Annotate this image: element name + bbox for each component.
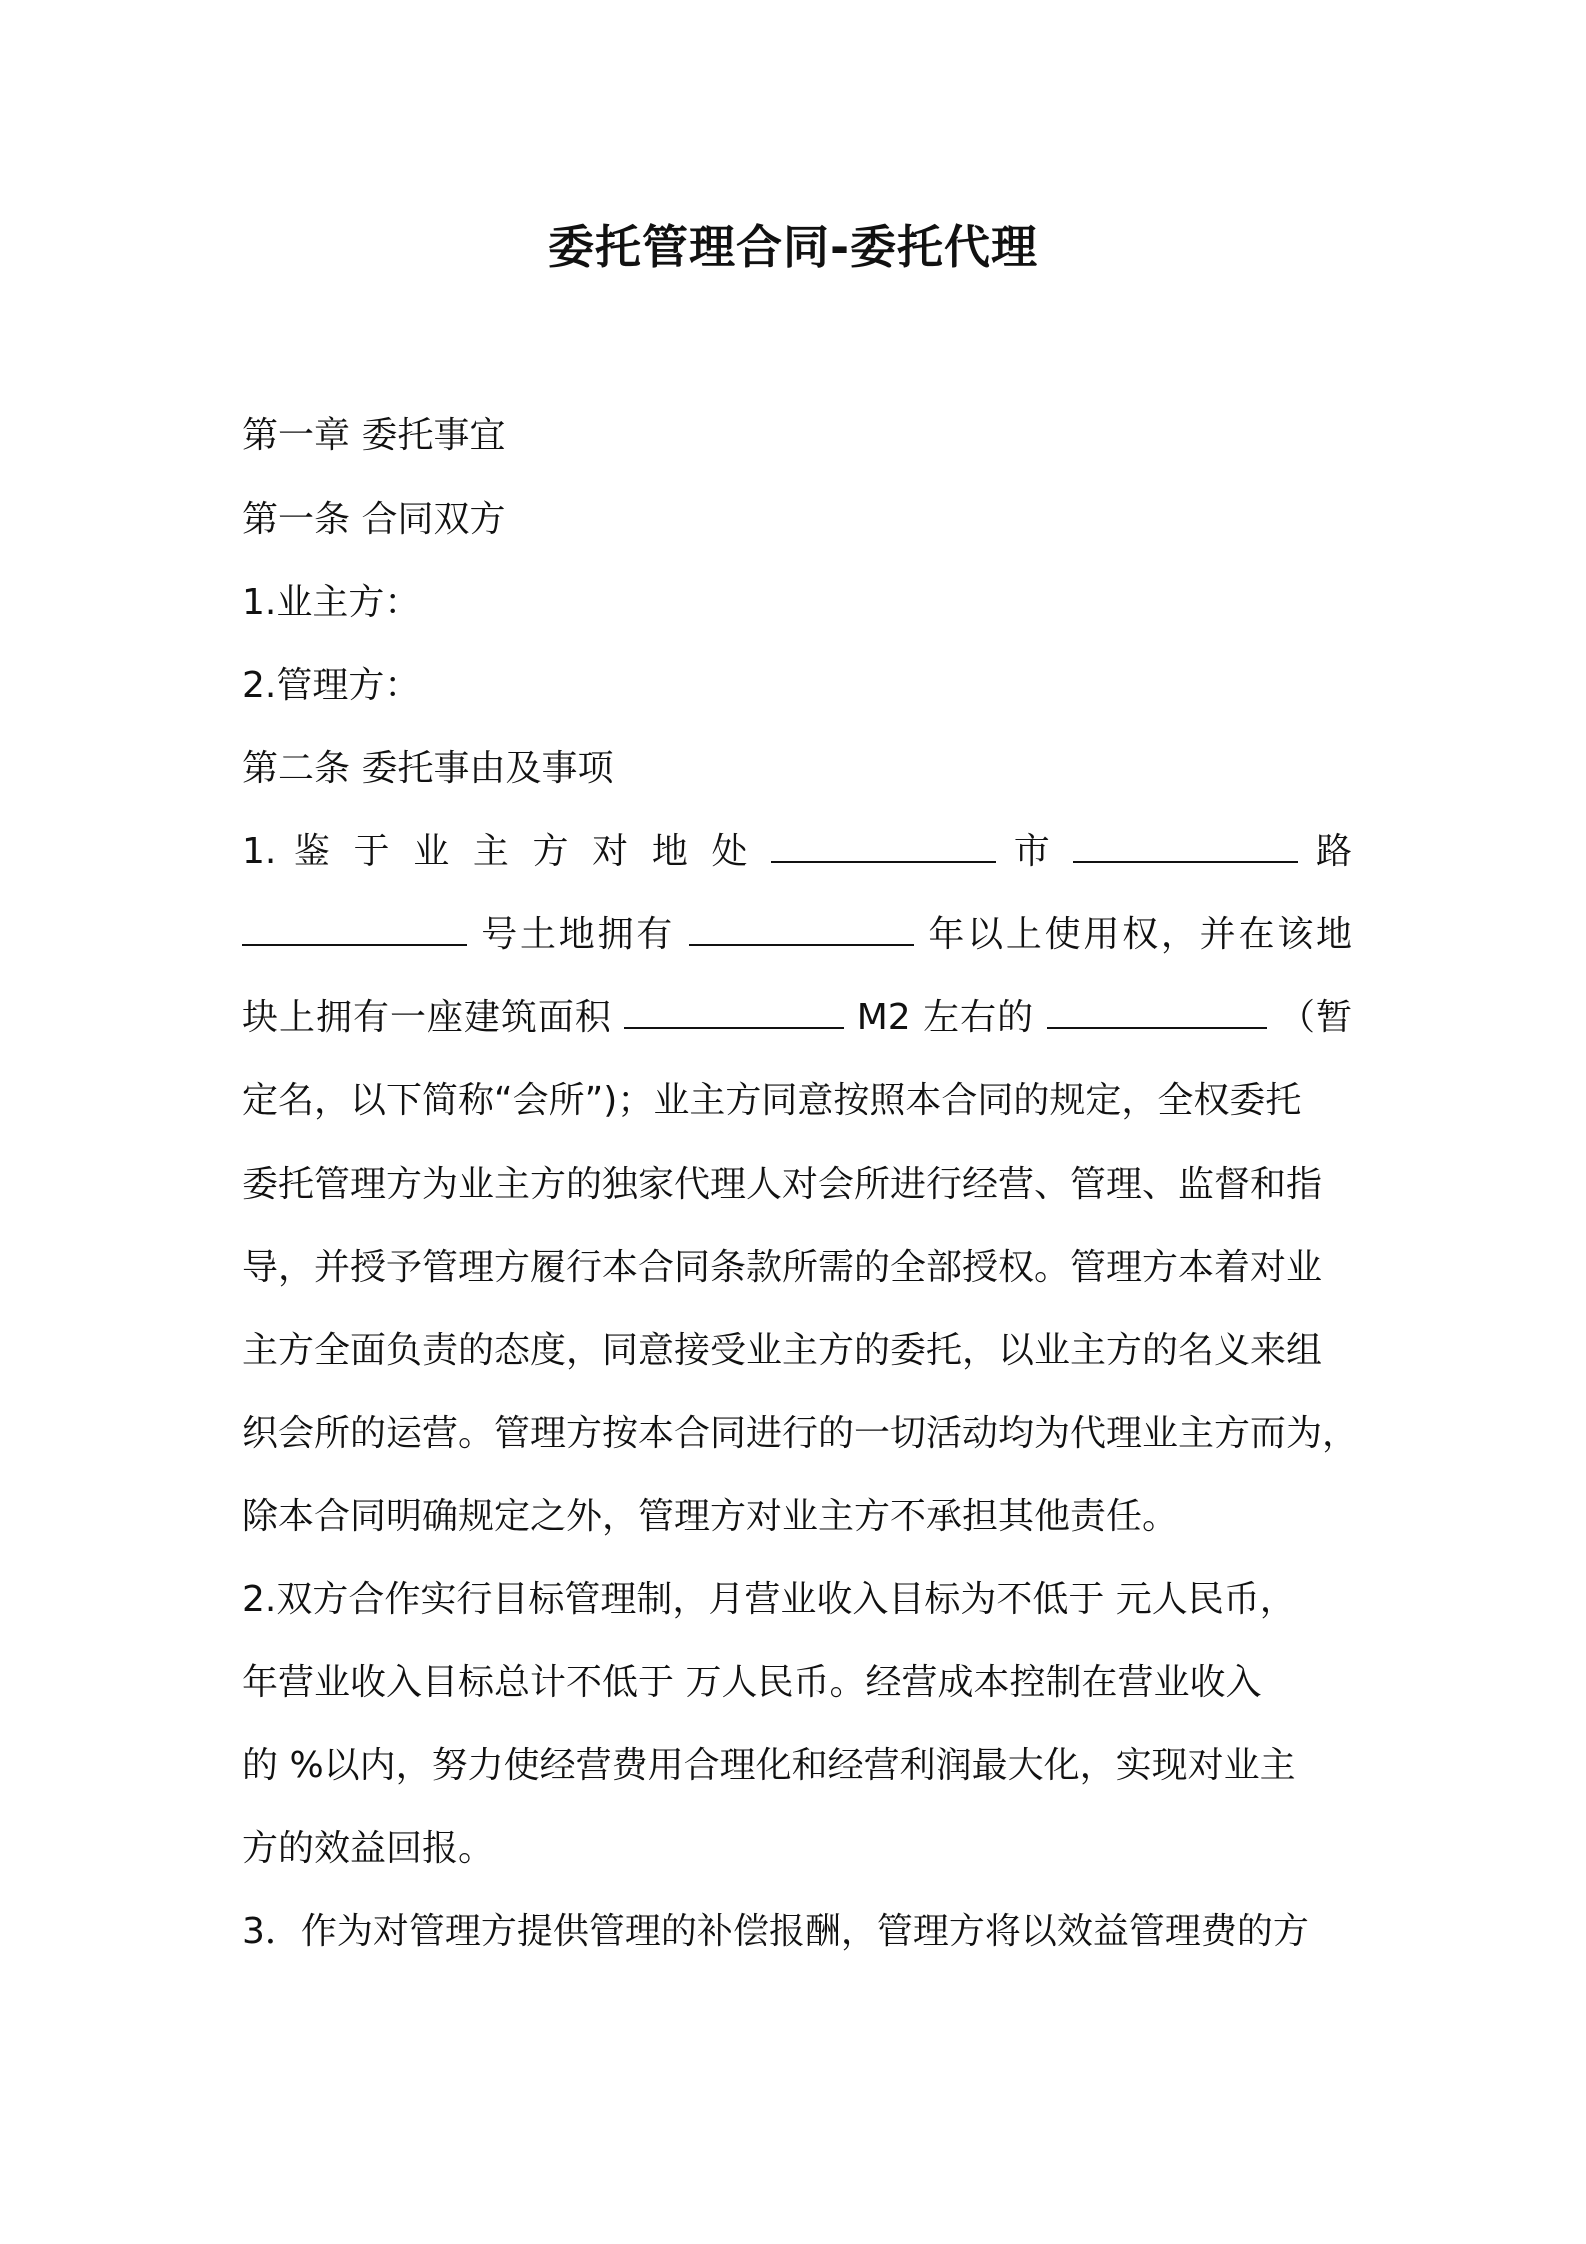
chapter-heading: 第一章 委托事宜 [242,415,506,456]
blank-field [1047,991,1267,1029]
clause-1-line-9: 除本合同明确规定之外，管理方对业主方不承担其他责任。 [242,1496,1179,1537]
clause-1-text: 市 [1013,831,1056,872]
clause-2-line-1: 2.双方合作实行目标管理制，月营业收入目标为不低于 元人民币， [242,1579,1296,1620]
article-2-heading: 第二条 委托事由及事项 [242,748,614,789]
blank-field [624,991,844,1029]
clause-1-line-6: 导，并授予管理方履行本合同条款所需的全部授权。管理方本着对业 [242,1247,1323,1288]
clause-1-line-1 [242,824,1352,880]
clause-2-line-2: 年营业收入目标总计不低于 万人民币。经营成本控制在营业收入 [242,1662,1262,1703]
document-title: 委托管理合同-委托代理 [547,220,1039,274]
clause-1-text: （暂 [1278,997,1352,1038]
clause-1-text: 路 [1315,831,1352,872]
blank-field [771,825,996,863]
clause-1-line-4: 定名，以下简称“会所”)；业主方同意按照本合同的规定，全权委托 [242,1080,1302,1121]
owner-party-label: 1.业主方： [242,582,421,623]
clause-1-text: 号土地拥有 [481,914,675,955]
blank-field [1073,825,1298,863]
clause-1-line-3 [242,990,1352,1046]
manager-party-label: 2.管理方： [242,665,421,706]
blank-field [689,908,914,946]
clause-1-line-8: 织会所的运营。管理方按本合同进行的一切活动均为代理业主方而为， [242,1413,1359,1454]
article-1-heading: 第一条 合同双方 [242,499,506,540]
clause-1-text: M2 左右的 [856,997,1035,1038]
clause-3-line-1: 3．作为对管理方提供管理的补偿报酬，管理方将以效益管理费的方 [242,1911,1309,1952]
clause-1-line-5: 委托管理方为业主方的独家代理人对会所进行经营、管理、监督和指 [242,1164,1323,1205]
blank-field [242,908,467,946]
clause-1-text: 年以上使用权，并在该地 [928,914,1352,955]
clause-1-line-2 [242,907,1352,963]
clause-1-text: 1. 鉴 于 业 主 方 对 地 处 [242,831,754,872]
clause-2-line-3: 的 %以内，努力使经营费用合理化和经营利润最大化，实现对业主 [242,1745,1296,1786]
clause-1-text: 块上拥有一座建筑面积 [242,997,612,1038]
clause-1-line-7: 主方全面负责的态度，同意接受业主方的委托，以业主方的名义来组 [242,1330,1323,1371]
clause-2-line-4: 方的效益回报。 [242,1828,495,1869]
